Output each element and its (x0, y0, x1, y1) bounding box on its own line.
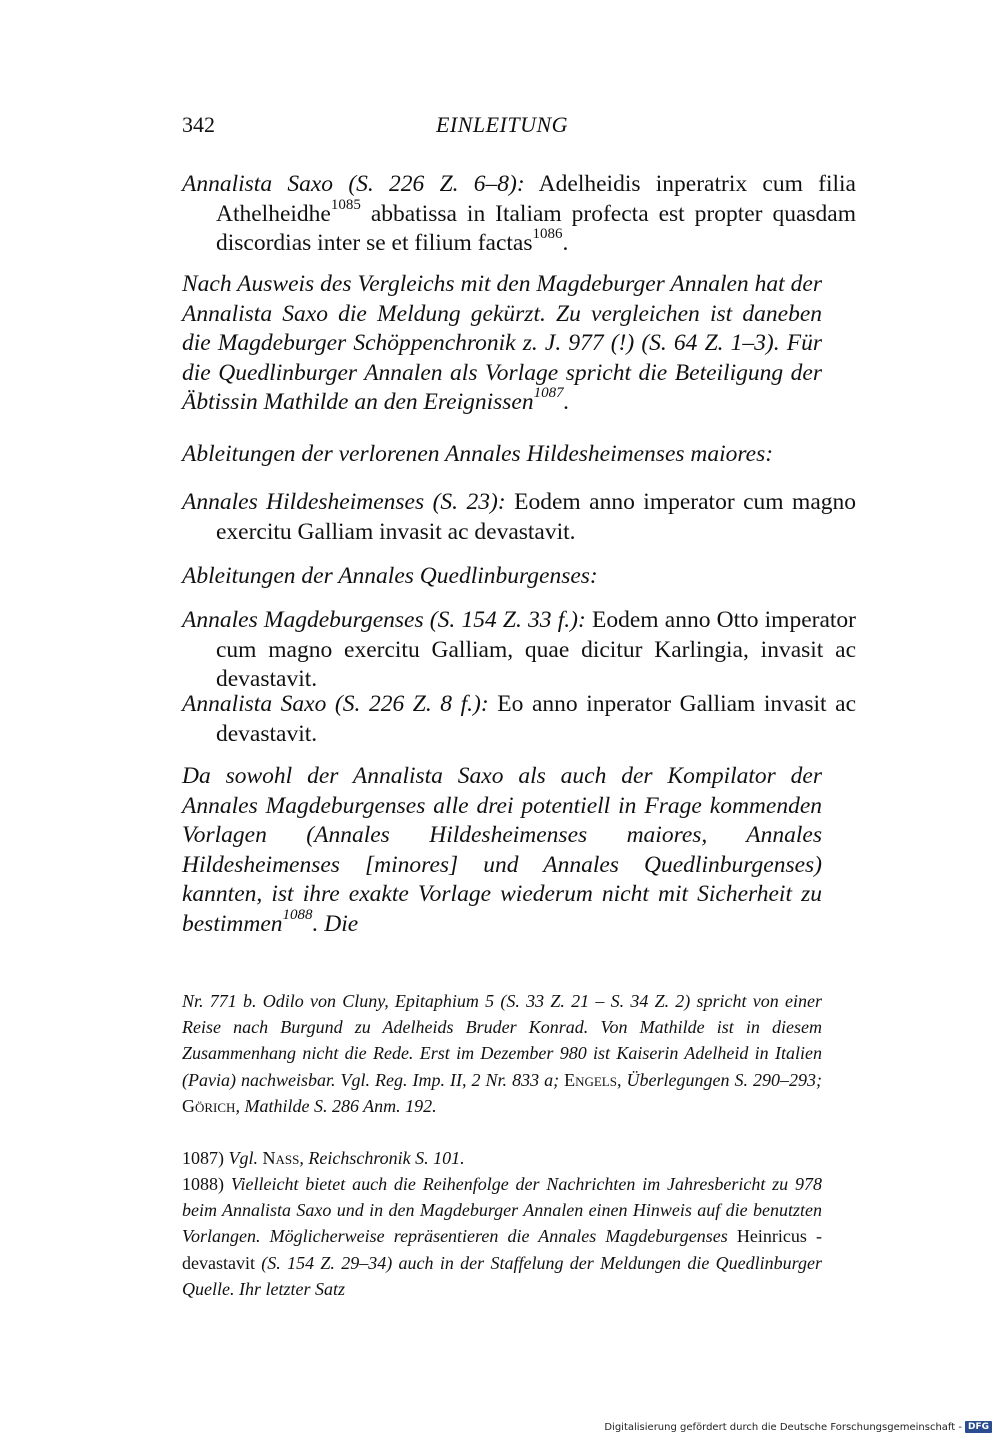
footnote-number: 1087) (182, 1148, 224, 1168)
source-citation: Annalista Saxo (S. 226 Z. 8 f.): (182, 691, 489, 717)
quote-text: Eodem anno imperator cum magno exercitu Galliam invasit ac devastavit. (216, 489, 857, 545)
quote-text: Eodem anno Otto imperator cum magno exercitu Galliam, quae dicitur Karlingia, invasit ac devastavit. (216, 607, 856, 692)
quote-annales-magdeburgenses (182, 606, 856, 695)
quote-annalista-saxo-2 (182, 690, 856, 749)
page-header (182, 112, 822, 146)
source-citation: Annalista Saxo (S. 226 Z. 6–8): (182, 171, 525, 197)
quote-text: Eo anno inperator Galliam invasit ac devastavit. (216, 691, 857, 747)
source-citation: Annales Magdeburgenses (S. 154 Z. 33 f.): (182, 607, 586, 633)
digitization-credit: Digitalisierung gefördert durch die Deutsche Forschungsgemeinschaft - DFG (604, 1421, 992, 1433)
quote-annales-hildesheimenses (182, 488, 856, 547)
footnote-1087: 1087) Vgl. Nass, Reichschronik S. 101. (182, 1148, 465, 1168)
running-head: EINLEITUNG (435, 112, 569, 137)
quote-annalista-saxo-1: Annalista Saxo (S. 226 Z. 6–8): Adelheidis inperatrix cum filia Athelheidhe$^{1085}$ abbatissa in Italiam profecta est propter quasdam discordias inter se et filium factas$^{1086}$. (182, 171, 856, 256)
source-citation: Annales Hildesheimenses (S. 23): (182, 489, 506, 515)
footnote-ref-1088: 1088 (282, 906, 313, 923)
page-number: 342 (182, 112, 215, 137)
commentary-paragraph-2: Da sowohl der Annalista Saxo als auch der Kompilator der Annales Magdeburgenses alle drei potentiell in Frage kommenden Vorlagen (Annales Hildesheimenses maiores, Annales Hildesheimenses [minores] und Annales Quedlinburgenses) kannten, ist ihre exakte Vorlage wiederum nicht mit Sicherheit zu bestimmen$^{1088}$. Die (182, 763, 822, 937)
dfg-logo-icon: DFG (965, 1421, 992, 1433)
footnote-ref-1086: 1086 (532, 226, 563, 243)
roman-quote: Heinricus - devastavit (182, 1226, 822, 1273)
footnote-1088: 1088) Vielleicht bietet auch die Reihenfolge der Nachrichten im Jahresbericht zu 978 beim Annalista Saxo und in den Magdeburger Annalen einen Hinweis auf die benutzten Vorlangen. Möglicherweise repräsentieren die Annales Magdeburgenses Heinricus - devastavit (S. 154 Z. 29–34) auch in der Staffelung der Meldungen die Quedlinburger Quelle. Ihr letzter Satz (182, 1174, 822, 1299)
author-name: Görich (182, 1095, 236, 1116)
quote-text: abbatissa in Italiam profecta est propter quasdam discordias inter se et filium factas (216, 200, 856, 256)
footnote-ref-1087: 1087 (533, 385, 564, 402)
footnote-continuation: Nr. 771 b. Odilo von Cluny, Epitaphium 5 (S. 33 Z. 21 – S. 34 Z. 2) spricht von einer Reise nach Burgund zu Adelheids Bruder Konrad. Von Mathilde ist in diesem Zusammenhang nicht die Rede. Erst im Dezember 980 ist Kaiserin Adelheid in Italien (Pavia) nachweisbar. Vgl. Reg. Imp. II, 2 Nr. 833 a; Engels, Überlegungen S. 290–293; Görich, Mathilde S. 286 Anm. 192. (182, 991, 822, 1116)
footnote-number: 1088) (182, 1174, 224, 1194)
quote-text: Adelheidis inperatrix cum filia Athelheidhe (216, 171, 856, 227)
author-name: Nass (262, 1148, 300, 1168)
section-heading-hildesheim: Ableitungen der verlorenen Annales Hildesheimenses maiores: (182, 441, 774, 467)
commentary-paragraph-1: Nach Ausweis des Vergleichs mit den Magdeburger Annalen hat der Annalista Saxo die Meldung gekürzt. Zu vergleichen ist daneben die Magdeburger Schöppenchronik z. J. 977 (!) (S. 64 Z. 1–3). Für die Quedlinburger Annalen als Vorlage spricht die Beteiligung der Äbtissin Mathilde an den Ereignissen$^{1087}$. (182, 271, 822, 415)
section-heading-quedlinburg: Ableitungen der Annales Quedlinburgenses: (182, 563, 598, 589)
author-name: Engels (564, 1069, 617, 1090)
footnote-ref-1085: 1085 (330, 196, 361, 213)
